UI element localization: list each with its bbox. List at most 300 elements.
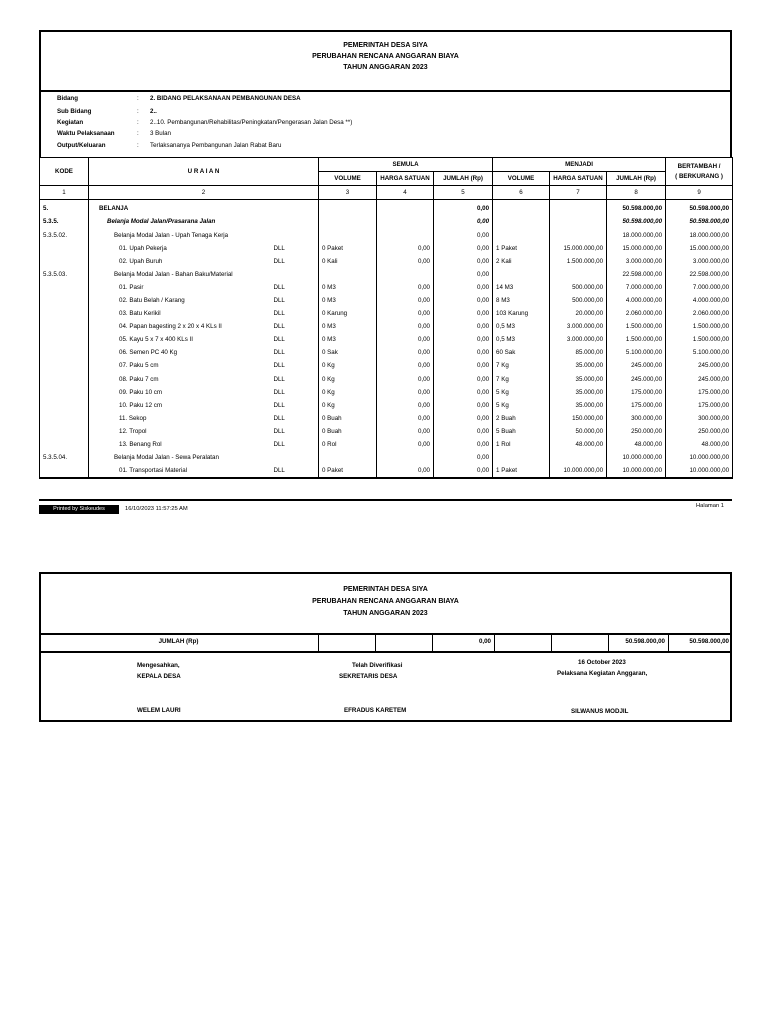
cell-volume-semula: 0 M3 <box>319 294 377 307</box>
cell-selisih: 245.000,00 <box>666 373 733 386</box>
cell-harga-semula <box>377 200 434 216</box>
cell-uraian: 07. Paku 5 cm <box>89 359 271 372</box>
cell-jumlah-menjadi: 15.000.000,00 <box>607 242 666 255</box>
cell-jumlah-menjadi: 48.000,00 <box>607 438 666 451</box>
cell-satuan <box>271 268 319 281</box>
page2-box <box>39 572 732 722</box>
cell-jumlah-menjadi: 175.000,00 <box>607 386 666 399</box>
cell-selisih: 10.000.000,00 <box>666 464 733 478</box>
cell-kode <box>40 320 89 333</box>
cell-volume-menjadi <box>493 451 550 464</box>
sig-mid-title1: Telah Diverifikasi <box>352 662 403 669</box>
col-num: 3 <box>319 186 377 200</box>
cell-harga-menjadi: 3.000.000,00 <box>550 320 607 333</box>
total-row-bottom <box>39 651 732 653</box>
info-label-sub-bidang: Sub Bidang <box>57 108 92 115</box>
cell-uraian: 04. Papan bagesting 2 x 20 x 4 KLs II <box>89 320 271 333</box>
header-menjadi: MENJADI <box>493 158 666 172</box>
cell-kode <box>40 255 89 268</box>
page2-header-line-3: TAHUN ANGGARAN 2023 <box>343 610 428 617</box>
info-colon: : <box>137 130 139 137</box>
cell-volume-semula: 0 Kg <box>319 399 377 412</box>
cell-harga-menjadi: 3.000.000,00 <box>550 333 607 346</box>
cell-harga-semula: 0,00 <box>377 346 434 359</box>
cell-volume-semula <box>319 268 377 281</box>
page-number: Halaman 1 <box>696 503 725 509</box>
cell-harga-menjadi: 48.000,00 <box>550 438 607 451</box>
total-row-top <box>39 633 732 635</box>
cell-volume-semula: 0 Paket <box>319 464 377 478</box>
cell-uraian: 12. Tropol <box>89 425 271 438</box>
cell-jumlah-semula: 0,00 <box>434 255 493 268</box>
cell-uraian: 03. Batu Kerikil <box>89 307 271 320</box>
cell-volume-menjadi: 103 Karung <box>493 307 550 320</box>
sig-right-title: Pelaksana Kegiatan Anggaran, <box>557 670 648 677</box>
cell-volume-semula: 0 M3 <box>319 320 377 333</box>
info-value-bidang: 2. BIDANG PELAKSANAAN PEMBANGUNAN DESA <box>150 95 301 102</box>
cell-satuan: DLL <box>271 333 319 346</box>
table-row <box>40 242 733 255</box>
cell-kode <box>40 294 89 307</box>
header-volume-menjadi: VOLUME <box>493 172 550 186</box>
cell-volume-semula: 0 Kg <box>319 359 377 372</box>
col-num: 2 <box>89 186 319 200</box>
cell-jumlah-menjadi: 10.000.000,00 <box>607 451 666 464</box>
cell-uraian: Belanja Modal Jalan - Sewa Peralatan <box>89 451 271 464</box>
cell-harga-semula: 0,00 <box>377 281 434 294</box>
table-row <box>40 386 733 399</box>
cell-selisih: 22.598.000,00 <box>666 268 733 281</box>
cell-kode <box>40 307 89 320</box>
cell-harga-semula: 0,00 <box>377 386 434 399</box>
table-row <box>40 294 733 307</box>
cell-harga-menjadi: 15.000.000,00 <box>550 242 607 255</box>
col-num: 4 <box>377 186 434 200</box>
cell-jumlah-menjadi: 175.000,00 <box>607 399 666 412</box>
cell-kode <box>40 281 89 294</box>
cell-jumlah-menjadi: 1.500.000,00 <box>607 333 666 346</box>
sig-right-name: SILWANUS MODJIL <box>571 708 629 715</box>
cell-volume-menjadi <box>493 200 550 216</box>
cell-selisih: 300.000,00 <box>666 412 733 425</box>
cell-selisih: 5.100.000,00 <box>666 346 733 359</box>
cell-volume-menjadi: 2 Buah <box>493 412 550 425</box>
cell-volume-semula: 0 Sak <box>319 346 377 359</box>
cell-kode: 5.3.5. <box>40 215 89 228</box>
cell-jumlah-semula: 0,00 <box>434 359 493 372</box>
cell-selisih: 48.000,00 <box>666 438 733 451</box>
cell-volume-menjadi: 1 Paket <box>493 242 550 255</box>
cell-selisih: 4.000.000,00 <box>666 294 733 307</box>
cell-jumlah-menjadi: 22.598.000,00 <box>607 268 666 281</box>
cell-kode: 5.3.5.03. <box>40 268 89 281</box>
printed-at: 16/10/2023 11:57:25 AM <box>125 506 188 512</box>
cell-harga-menjadi <box>550 228 607 241</box>
cell-satuan: DLL <box>271 346 319 359</box>
cell-harga-semula: 0,00 <box>377 464 434 478</box>
col-num: 9 <box>666 186 733 200</box>
cell-selisih: 1.500.000,00 <box>666 320 733 333</box>
cell-harga-menjadi: 20.000,00 <box>550 307 607 320</box>
table-row <box>40 346 733 359</box>
header-line-3: TAHUN ANGGARAN 2023 <box>343 64 428 71</box>
cell-harga-menjadi <box>550 268 607 281</box>
cell-volume-semula: 0 Kali <box>319 255 377 268</box>
cell-harga-semula: 0,00 <box>377 242 434 255</box>
header-box <box>39 30 732 92</box>
cell-jumlah-semula: 0,00 <box>434 399 493 412</box>
cell-uraian: 01. Transportasi Material <box>89 464 271 478</box>
cell-harga-menjadi <box>550 200 607 216</box>
table-row <box>40 359 733 372</box>
cell-kode <box>40 425 89 438</box>
cell-uraian: 10. Paku 12 cm <box>89 399 271 412</box>
cell-jumlah-menjadi: 3.000.000,00 <box>607 255 666 268</box>
cell-volume-menjadi: 60 Sak <box>493 346 550 359</box>
cell-satuan: DLL <box>271 320 319 333</box>
cell-kode <box>40 346 89 359</box>
cell-volume-menjadi: 2 Kali <box>493 255 550 268</box>
cell-volume-menjadi: 5 Kg <box>493 399 550 412</box>
cell-jumlah-semula: 0,00 <box>434 386 493 399</box>
sig-left-name: WELEM LAURI <box>137 707 181 714</box>
cell-kode <box>40 386 89 399</box>
cell-uraian: 08. Paku 7 cm <box>89 373 271 386</box>
info-label-kegiatan: Kegiatan <box>57 119 84 126</box>
info-label-waktu: Waktu Pelaksanaan <box>57 130 115 137</box>
cell-jumlah-menjadi: 245.000,00 <box>607 359 666 372</box>
table-row <box>40 268 733 281</box>
sig-mid-name: EFRADUS KARETEM <box>344 707 407 714</box>
header-bertambah <box>666 158 733 186</box>
cell-volume-semula: 0 Rol <box>319 438 377 451</box>
cell-harga-menjadi <box>550 215 607 228</box>
total-divider <box>494 633 495 652</box>
cell-kode: 5.3.5.02. <box>40 228 89 241</box>
cell-jumlah-semula: 0,00 <box>434 294 493 307</box>
cell-satuan: DLL <box>271 464 319 478</box>
col-num: 6 <box>493 186 550 200</box>
cell-volume-semula <box>319 451 377 464</box>
cell-harga-menjadi: 500.000,00 <box>550 281 607 294</box>
cell-kode <box>40 359 89 372</box>
cell-satuan: DLL <box>271 242 319 255</box>
cell-kode <box>40 438 89 451</box>
table-row <box>40 320 733 333</box>
cell-jumlah-semula: 0,00 <box>434 333 493 346</box>
cell-jumlah-semula: 0,00 <box>434 412 493 425</box>
cell-volume-menjadi <box>493 228 550 241</box>
page2-header-line-2: PERUBAHAN RENCANA ANGGARAN BIAYA <box>312 598 459 605</box>
cell-volume-semula <box>319 200 377 216</box>
cell-satuan <box>271 228 319 241</box>
cell-harga-semula: 0,00 <box>377 294 434 307</box>
header-jumlah-semula: JUMLAH (Rp) <box>434 172 493 186</box>
cell-jumlah-semula: 0,00 <box>434 281 493 294</box>
cell-selisih: 250.000,00 <box>666 425 733 438</box>
table-row <box>40 215 733 228</box>
cell-kode <box>40 412 89 425</box>
cell-selisih: 7.000.000,00 <box>666 281 733 294</box>
cell-selisih: 18.000.000,00 <box>666 228 733 241</box>
cell-jumlah-menjadi: 7.000.000,00 <box>607 281 666 294</box>
cell-volume-menjadi <box>493 268 550 281</box>
table-row <box>40 307 733 320</box>
cell-uraian: 02. Upah Buruh <box>89 255 271 268</box>
cell-volume-menjadi <box>493 215 550 228</box>
col-num: 7 <box>550 186 607 200</box>
cell-jumlah-semula: 0,00 <box>434 464 493 478</box>
total-semula: 0,00 <box>478 638 491 645</box>
cell-jumlah-semula: 0,00 <box>434 346 493 359</box>
cell-jumlah-semula: 0,00 <box>434 215 493 228</box>
info-value-sub-bidang: 2.. <box>150 108 157 115</box>
cell-jumlah-semula: 0,00 <box>434 268 493 281</box>
cell-harga-menjadi: 35.000,00 <box>550 399 607 412</box>
cell-volume-semula: 0 Buah <box>319 425 377 438</box>
cell-harga-semula: 0,00 <box>377 425 434 438</box>
cell-harga-semula: 0,00 <box>377 255 434 268</box>
cell-satuan: DLL <box>271 412 319 425</box>
cell-kode <box>40 464 89 478</box>
budget-table <box>39 157 733 479</box>
cell-harga-semula: 0,00 <box>377 320 434 333</box>
header-volume-semula: VOLUME <box>319 172 377 186</box>
cell-selisih: 175.000,00 <box>666 386 733 399</box>
cell-volume-semula: 0 Buah <box>319 412 377 425</box>
info-box <box>39 90 732 158</box>
cell-jumlah-semula: 0,00 <box>434 425 493 438</box>
cell-uraian: 06. Semen PC 40 Kg <box>89 346 271 359</box>
printed-by-badge: Printed by Siskeudes <box>39 505 119 514</box>
cell-jumlah-semula: 0,00 <box>434 200 493 216</box>
total-label: JUMLAH (Rp) <box>158 638 199 645</box>
cell-kode <box>40 373 89 386</box>
info-label-output: Output/Keluaran <box>57 142 106 149</box>
table-row <box>40 373 733 386</box>
cell-satuan <box>271 215 319 228</box>
cell-kode <box>40 333 89 346</box>
cell-jumlah-semula: 0,00 <box>434 242 493 255</box>
total-divider <box>551 633 552 652</box>
table-row <box>40 228 733 241</box>
cell-volume-menjadi: 1 Paket <box>493 464 550 478</box>
cell-harga-menjadi: 35.000,00 <box>550 386 607 399</box>
info-label-bidang: Bidang <box>57 95 78 102</box>
sig-right-date: 16 October 2023 <box>578 659 626 666</box>
cell-harga-menjadi: 50.000,00 <box>550 425 607 438</box>
cell-volume-menjadi: 14 M3 <box>493 281 550 294</box>
cell-volume-menjadi: 0,5 M3 <box>493 320 550 333</box>
cell-selisih: 50.598.000,00 <box>666 200 733 216</box>
cell-volume-semula <box>319 228 377 241</box>
cell-satuan: DLL <box>271 307 319 320</box>
cell-satuan: DLL <box>271 281 319 294</box>
cell-volume-menjadi: 1 Rol <box>493 438 550 451</box>
info-colon: : <box>137 95 139 102</box>
cell-volume-menjadi: 5 Buah <box>493 425 550 438</box>
header-jumlah-menjadi: JUMLAH (Rp) <box>607 172 666 186</box>
cell-kode <box>40 399 89 412</box>
col-num: 1 <box>40 186 89 200</box>
table-row <box>40 451 733 464</box>
cell-uraian: 02. Batu Belah / Karang <box>89 294 271 307</box>
cell-jumlah-menjadi: 50.598.000,00 <box>607 200 666 216</box>
cell-satuan: DLL <box>271 255 319 268</box>
cell-harga-menjadi: 85.000,00 <box>550 346 607 359</box>
table-row <box>40 412 733 425</box>
cell-jumlah-menjadi: 4.000.000,00 <box>607 294 666 307</box>
cell-selisih: 15.000.000,00 <box>666 242 733 255</box>
header-line-1: PEMERINTAH DESA SIYA <box>343 42 428 49</box>
cell-volume-semula: 0 M3 <box>319 281 377 294</box>
cell-jumlah-menjadi: 1.500.000,00 <box>607 320 666 333</box>
cell-volume-semula: 0 Kg <box>319 386 377 399</box>
table-row <box>40 200 733 216</box>
cell-harga-semula: 0,00 <box>377 412 434 425</box>
info-value-output: Terlaksananya Pembangunan Jalan Rabat Baru <box>150 142 282 149</box>
footer-rule <box>39 499 732 501</box>
cell-harga-semula: 0,00 <box>377 333 434 346</box>
cell-harga-semula <box>377 215 434 228</box>
total-divider <box>375 633 376 652</box>
sig-left-title2: KEPALA DESA <box>137 673 181 680</box>
table-row <box>40 425 733 438</box>
table-row <box>40 438 733 451</box>
cell-jumlah-semula: 0,00 <box>434 438 493 451</box>
cell-volume-menjadi: 7 Kg <box>493 359 550 372</box>
cell-volume-menjadi: 0,5 M3 <box>493 333 550 346</box>
cell-uraian: BELANJA <box>89 200 271 216</box>
cell-harga-menjadi: 150.000,00 <box>550 412 607 425</box>
col-num: 8 <box>607 186 666 200</box>
cell-jumlah-menjadi: 18.000.000,00 <box>607 228 666 241</box>
cell-harga-semula: 0,00 <box>377 307 434 320</box>
table-row <box>40 281 733 294</box>
cell-selisih: 245.000,00 <box>666 359 733 372</box>
cell-kode: 5. <box>40 200 89 216</box>
cell-satuan: DLL <box>271 399 319 412</box>
header-bertambah-line2: ( BERKURANG ) <box>675 172 723 180</box>
cell-satuan: DLL <box>271 386 319 399</box>
cell-satuan: DLL <box>271 294 319 307</box>
info-value-kegiatan: 2..10. Pembangunan/Rehabilitas/Peningkatan/Pengerasan Jalan Desa **) <box>150 119 353 126</box>
cell-volume-semula: 0 M3 <box>319 333 377 346</box>
cell-harga-menjadi <box>550 451 607 464</box>
cell-selisih: 1.500.000,00 <box>666 333 733 346</box>
cell-selisih: 10.000.000,00 <box>666 451 733 464</box>
cell-satuan: DLL <box>271 373 319 386</box>
cell-harga-semula: 0,00 <box>377 359 434 372</box>
cell-jumlah-menjadi: 5.100.000,00 <box>607 346 666 359</box>
cell-harga-menjadi: 1.500.000,00 <box>550 255 607 268</box>
cell-uraian: 13. Benang Rol <box>89 438 271 451</box>
cell-kode <box>40 242 89 255</box>
cell-selisih: 2.060.000,00 <box>666 307 733 320</box>
info-colon: : <box>137 119 139 126</box>
cell-jumlah-menjadi: 245.000,00 <box>607 373 666 386</box>
sig-left-title1: Mengesahkan, <box>137 662 180 669</box>
cell-uraian: Belanja Modal Jalan - Bahan Baku/Material <box>89 268 271 281</box>
cell-harga-semula: 0,00 <box>377 438 434 451</box>
sig-mid-title2: SEKRETARIS DESA <box>339 673 398 680</box>
header-harga-menjadi: HARGA SATUAN <box>550 172 607 186</box>
cell-jumlah-menjadi: 2.060.000,00 <box>607 307 666 320</box>
page2-header-line-1: PEMERINTAH DESA SIYA <box>343 586 428 593</box>
cell-satuan: DLL <box>271 425 319 438</box>
cell-harga-semula <box>377 451 434 464</box>
cell-harga-semula <box>377 228 434 241</box>
header-harga-semula: HARGA SATUAN <box>377 172 434 186</box>
cell-satuan: DLL <box>271 359 319 372</box>
header-kode: KODE <box>40 158 89 186</box>
total-menjadi: 50.598.000,00 <box>625 638 665 645</box>
header-semula: SEMULA <box>319 158 493 172</box>
table-row <box>40 464 733 478</box>
header-uraian: U R A I A N <box>89 158 319 186</box>
cell-selisih: 50.598.000,00 <box>666 215 733 228</box>
info-colon: : <box>137 108 139 115</box>
col-num: 5 <box>434 186 493 200</box>
cell-harga-semula <box>377 268 434 281</box>
cell-jumlah-semula: 0,00 <box>434 451 493 464</box>
cell-uraian: Belanja Modal Jalan/Prasarana Jalan <box>89 215 271 228</box>
cell-harga-menjadi: 10.000.000,00 <box>550 464 607 478</box>
cell-satuan <box>271 451 319 464</box>
cell-jumlah-semula: 0,00 <box>434 373 493 386</box>
cell-uraian: 05. Kayu 5 x 7 x 400 KLs II <box>89 333 271 346</box>
cell-volume-semula <box>319 215 377 228</box>
cell-uraian: 01. Upah Pekerja <box>89 242 271 255</box>
cell-volume-menjadi: 7 Kg <box>493 373 550 386</box>
cell-volume-semula: 0 Karung <box>319 307 377 320</box>
cell-satuan <box>271 200 319 216</box>
table-body <box>40 200 733 478</box>
table-row <box>40 399 733 412</box>
cell-harga-semula: 0,00 <box>377 373 434 386</box>
cell-jumlah-semula: 0,00 <box>434 228 493 241</box>
cell-jumlah-menjadi: 10.000.000,00 <box>607 464 666 478</box>
cell-harga-menjadi: 35.000,00 <box>550 359 607 372</box>
cell-jumlah-menjadi: 300.000,00 <box>607 412 666 425</box>
cell-jumlah-semula: 0,00 <box>434 307 493 320</box>
cell-volume-menjadi: 8 M3 <box>493 294 550 307</box>
header-line-2: PERUBAHAN RENCANA ANGGARAN BIAYA <box>312 53 459 60</box>
cell-selisih: 175.000,00 <box>666 399 733 412</box>
cell-harga-semula: 0,00 <box>377 399 434 412</box>
table-row <box>40 255 733 268</box>
total-divider <box>318 633 319 652</box>
cell-uraian: 11. Sekop <box>89 412 271 425</box>
cell-jumlah-menjadi: 250.000,00 <box>607 425 666 438</box>
cell-satuan: DLL <box>271 438 319 451</box>
cell-volume-semula: 0 Paket <box>319 242 377 255</box>
table-row <box>40 333 733 346</box>
header-bertambah-line1: BERTAMBAH / <box>677 162 721 170</box>
cell-uraian: 01. Pasir <box>89 281 271 294</box>
info-colon: : <box>137 142 139 149</box>
cell-volume-menjadi: 5 Kg <box>493 386 550 399</box>
cell-harga-menjadi: 500.000,00 <box>550 294 607 307</box>
cell-uraian: 09. Paku 10 cm <box>89 386 271 399</box>
total-selisih: 50.598.000,00 <box>689 638 729 645</box>
cell-kode: 5.3.5.04. <box>40 451 89 464</box>
cell-selisih: 3.000.000,00 <box>666 255 733 268</box>
cell-jumlah-semula: 0,00 <box>434 320 493 333</box>
cell-volume-semula: 0 Kg <box>319 373 377 386</box>
cell-harga-menjadi: 35.000,00 <box>550 373 607 386</box>
info-value-waktu: 3 Bulan <box>150 130 171 137</box>
